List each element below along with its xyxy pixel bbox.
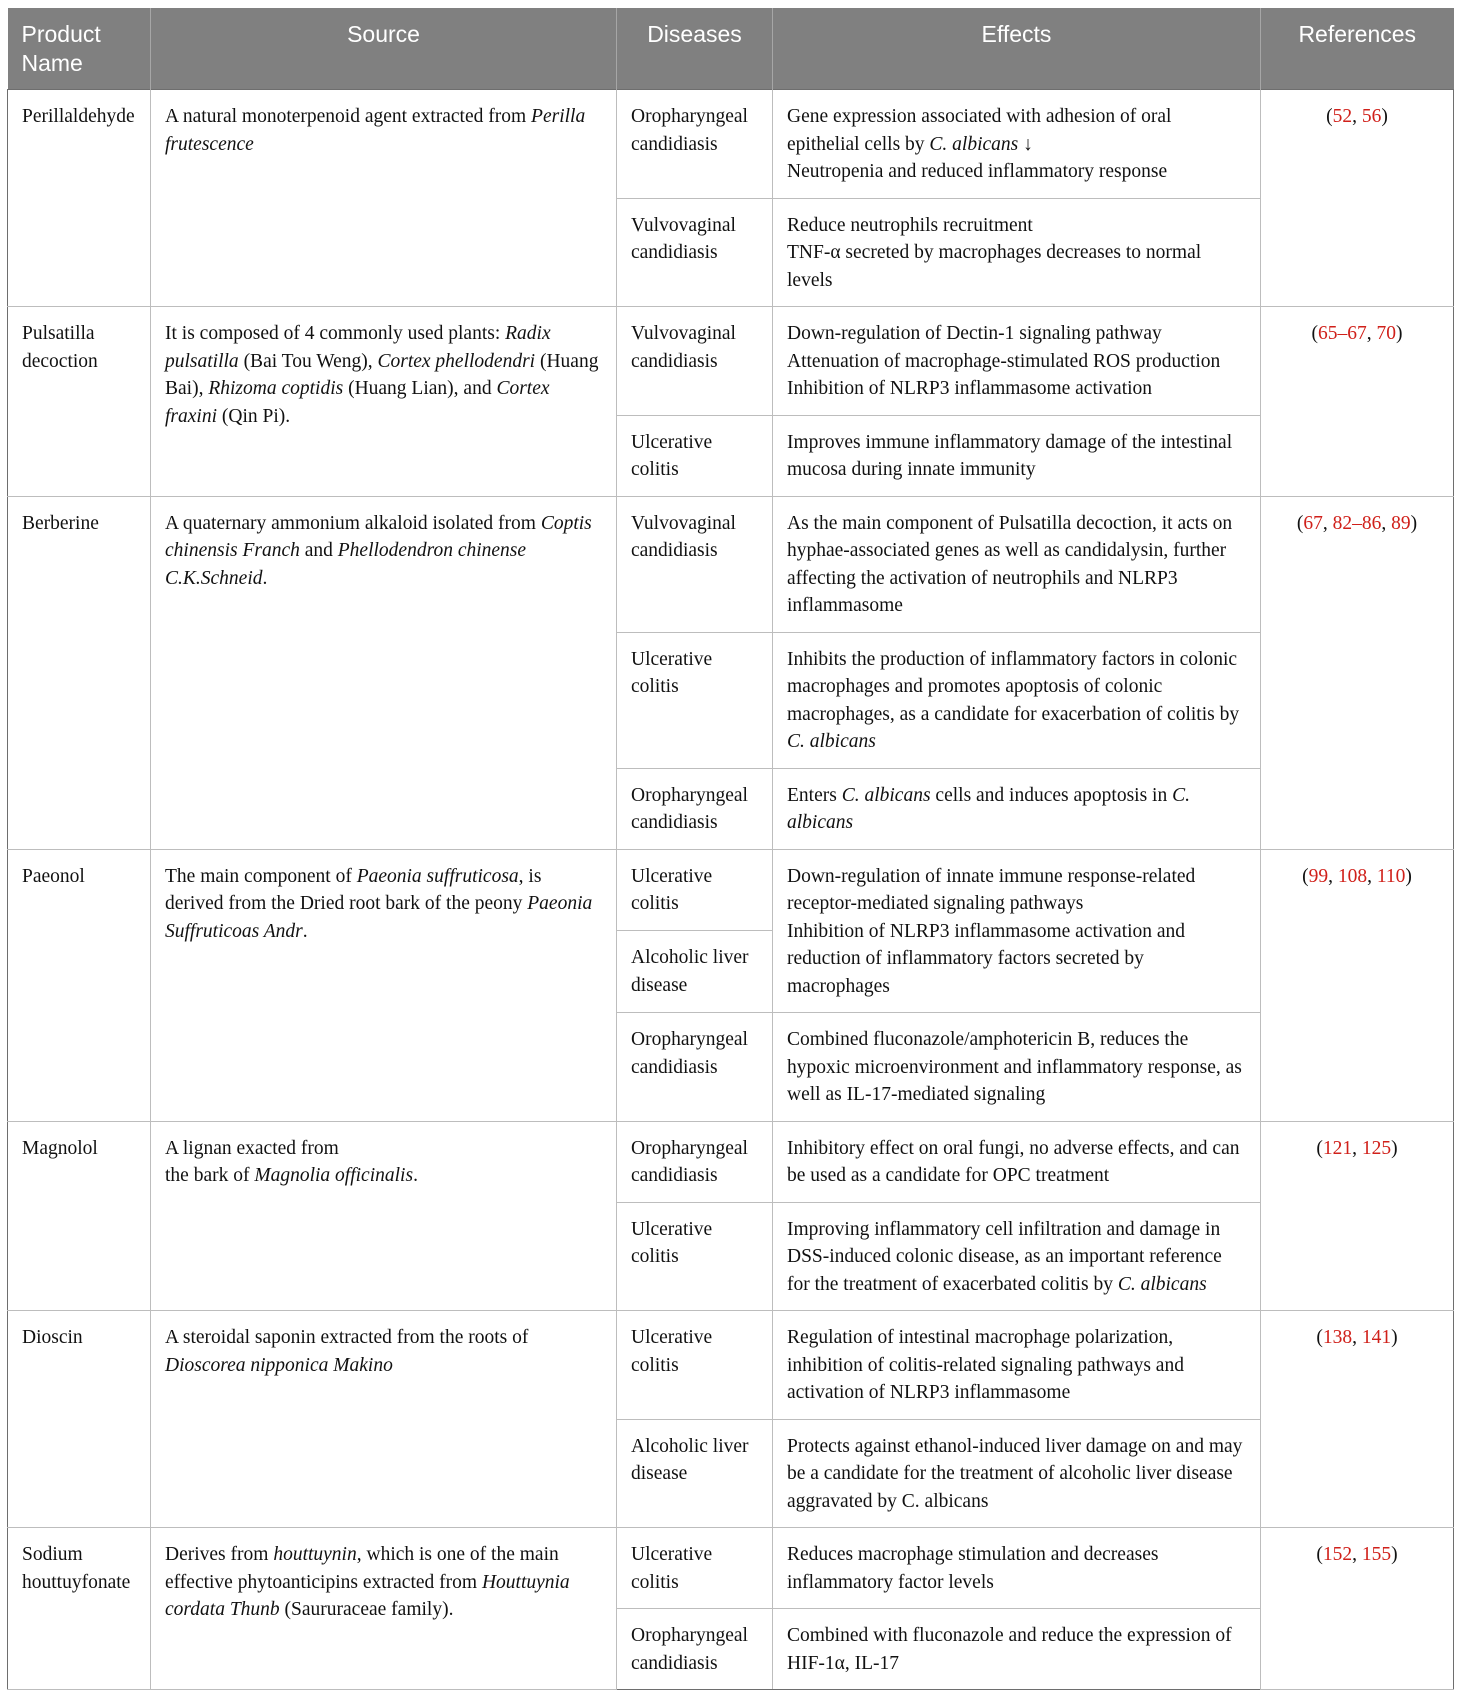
italic-run: C. albicans [929,133,1019,155]
references-cell [1261,90,1454,307]
text-run: (Huang Bai), [165,350,599,399]
effect-line [787,646,1246,756]
source-cell [151,1121,617,1311]
italic-run: Houttuynia cordata Thunb [165,1571,570,1620]
text-run: Neutropenia and reduced inflammatory response [787,161,1168,182]
effect-line [787,103,1246,158]
references-cell [1261,849,1454,1121]
source-cell [151,1528,617,1690]
disease-cell: Vulvovaginal candidiasis [617,496,773,632]
text-run: Down-regulation of Dectin-1 signaling pathway [787,323,1162,344]
references-cell [1261,496,1454,849]
product-name-cell: Berberine [8,496,151,849]
text-run: , [1367,865,1377,887]
reference-link[interactable]: 56 [1361,106,1382,127]
text-run: , [1352,106,1362,127]
text-run: Derives from [165,1544,274,1565]
source-cell [151,849,617,1121]
text-run: , [1352,1137,1362,1159]
italic-run: Dioscorea nipponica Makino [165,1354,393,1376]
header-row [8,8,1454,90]
text-run: ( [1316,1544,1323,1565]
reference-link[interactable]: 89 [1391,512,1411,534]
text-run: , which is one of the main effective phytoanticipins extracted from [165,1544,559,1593]
references-cell [1261,1121,1454,1311]
text-run: . [413,1165,418,1186]
disease-cell: Oropharyngeal candidiasis [617,1121,773,1202]
text-run: Enters [787,784,842,806]
product-name-cell: Pulsatilla decoction [8,307,151,497]
text-run: The main component of [165,865,357,887]
text-run: Inhibition of NLRP3 inflammasome activation [787,378,1153,399]
effect-line [787,1622,1246,1677]
text-run: Improves immune inflammatory damage of the intestinal mucosa during innate immunity [787,431,1233,480]
text-run: A natural monoterpenoid agent extracted from [165,106,532,127]
effects-cell [773,1528,1261,1609]
text-run: ) [1391,1544,1398,1565]
text-run: (Saururaceae family). [279,1599,454,1620]
text-run: Reduces macrophage stimulation and decreases inflammatory factor levels [787,1544,1159,1593]
table-row [8,307,1454,416]
italic-run: Paeonia suffruticosa [356,865,519,887]
table-row [8,496,1454,632]
text-run: ) [1405,865,1412,887]
text-run: Down-regulation of innate immune response-related receptor-mediated signaling pathways [787,865,1196,914]
effect-line [787,1216,1246,1299]
text-run: ( [1296,512,1304,534]
effects-cell [773,307,1261,416]
references-cell [1261,307,1454,497]
source-cell [151,1311,617,1528]
italic-run: Perilla frutescence [165,106,586,155]
effect-line [787,918,1246,1001]
effect-line [787,429,1246,484]
source-cell [151,90,617,307]
text-run: , is derived from the Dried root bark of the peony [165,865,542,914]
disease-cell: Oropharyngeal candidiasis [617,1609,773,1690]
text-run: , [1352,1544,1362,1565]
table-container [7,8,1453,1690]
product-name-cell: Magnolol [8,1121,151,1311]
text-run: ↓ [1018,133,1033,155]
reference-link[interactable]: 82–86 [1332,512,1382,534]
text-run: ( [1316,1327,1323,1348]
italic-run: houttuynin [273,1544,357,1565]
effect-line [787,782,1246,837]
text-run: Gene expression associated with adhesion of oral epithelial cells by [787,106,1172,155]
header-source: Source [151,8,617,90]
disease-cell: Ulcerative colitis [617,1202,773,1311]
text-run: , [1366,323,1377,344]
effects-cell [773,1013,1261,1122]
text-run: cells and induces apoptosis in [930,784,1173,806]
text-run: ) [1381,106,1388,127]
text-run: and [299,540,338,561]
disease-cell: Alcoholic liver disease [617,931,773,1013]
disease-cell: Ulcerative colitis [617,415,773,496]
text-run: A quaternary ammonium alkaloid isolated from [165,512,541,534]
reference-link[interactable]: 108 [1337,865,1368,887]
text-run: (Bai Tou Weng), [238,350,378,372]
reference-link[interactable]: 125 [1361,1137,1392,1159]
effect-line [787,320,1246,348]
text-run: ) [1396,323,1403,344]
effect-line [787,510,1246,620]
product-name-cell: Dioscin [8,1311,151,1528]
italic-run: C. albicans [787,731,876,752]
source-cell [151,307,617,497]
effects-cell [773,1121,1261,1202]
source-cell [151,496,617,849]
effect-line [787,1135,1246,1190]
text-run: Regulation of intestinal macrophage polarization, inhibition of colitis-related signaling pathways and activation of NLRP3 inflammasome [787,1327,1184,1403]
disease-cell: Alcoholic liver disease [617,1419,773,1528]
effects-cell [773,768,1261,849]
text-run: , [1322,512,1333,534]
text-run: TNF-α secreted by macrophages decreases to normal levels [787,242,1202,291]
text-run: ( [1311,323,1318,344]
italic-run: Rhizoma coptidis [208,378,344,399]
reference-link[interactable]: 65–67 [1318,323,1367,344]
effect-line [787,1324,1246,1407]
effect-line [787,1026,1246,1109]
italic-run: Coptis chinensis Franch [165,512,592,561]
header-references: References [1261,8,1454,90]
header-effects: Effects [773,8,1261,90]
table-row [8,1311,1454,1420]
references-cell [1261,1528,1454,1690]
disease-cell: Ulcerative colitis [617,632,773,768]
reference-link[interactable]: 67 [1303,512,1323,534]
effects-cell [773,1609,1261,1690]
disease-cell: Ulcerative colitis [617,1528,773,1609]
text-run: Reduce neutrophils recruitment [787,214,1033,236]
text-run: . [262,567,268,589]
text-run: , [1328,865,1338,887]
effect-line [787,863,1246,918]
disease-cell: Oropharyngeal candidiasis [617,1013,773,1122]
effects-cell [773,1202,1261,1311]
effect-line [787,1541,1246,1596]
reference-link[interactable]: 152 [1322,1544,1353,1565]
text-run: ( [1316,1137,1323,1159]
italic-run: C. albicans [1117,1273,1207,1295]
disease-cell: Vulvovaginal candidiasis [617,198,773,307]
text-run: Improving inflammatory cell infiltration and damage in DSS-induced colonic disease, as an important reference for the treatment of exacerbated colitis by [787,1218,1222,1295]
table-row [8,1528,1454,1609]
product-name-cell: Perillaldehyde [8,90,151,307]
effects-cell [773,1419,1261,1528]
text-run: ) [1391,1137,1398,1159]
text-run: Attenuation of macrophage-stimulated ROS production [787,350,1221,372]
effect-line [787,158,1246,186]
text-run: Protects against ethanol-induced liver damage on and may be a candidate for the treatment of alcoholic liver disease aggravated by C. albicans [787,1435,1243,1512]
text-run: Combined fluconazole/amphotericin B, reduces the hypoxic microenvironment and inflammatory response, as well as IL-17-mediated signaling [787,1029,1242,1105]
text-run: A steroidal saponin extracted from the roots of [165,1327,529,1348]
italic-run: Magnolia officinalis [254,1165,414,1186]
table-row [8,1121,1454,1202]
table-row [8,90,1454,199]
italic-run: Cortex phellodendri [377,350,536,372]
text-run: Inhibitory effect on oral fungi, no adverse effects, and can be used as a candidate for OPC treatment [787,1137,1240,1186]
text-run: Combined with fluconazole and reduce the expression of HIF-1α, IL-17 [787,1625,1232,1674]
italic-run: Paeonia Suffruticoas Andr [165,893,593,942]
effects-cell [773,632,1261,768]
italic-run: Cortex fraxini [165,378,550,427]
text-run: As the main component of Pulsatilla decoction, it acts on hyphae-associated genes as well as candidalysin, further affecting the activation of neutrophils and NLRP3 inflammasome [787,512,1233,616]
text-run: ) [1410,512,1418,534]
text-run: the bark of [165,1165,255,1186]
disease-cell: Oropharyngeal candidiasis [617,90,773,199]
product-name-cell: Paeonol [8,849,151,1121]
reference-link[interactable]: 99 [1308,865,1329,887]
effects-cell [773,496,1261,632]
disease-cell: Vulvovaginal candidiasis [617,307,773,416]
reference-link[interactable]: 155 [1361,1544,1392,1565]
text-run: (Huang Lian), and [343,378,497,399]
effects-cell [773,198,1261,307]
table-row [8,849,1454,931]
effects-cell [773,415,1261,496]
header-product-name: Product Name [8,8,151,90]
reference-link[interactable]: 110 [1376,865,1406,887]
italic-run: Radix pulsatilla [165,323,551,372]
text-run: (Qin Pi). [217,405,291,427]
text-run: ) [1391,1327,1398,1348]
effect-line [787,375,1246,403]
text-run: . [302,920,308,942]
reference-link[interactable]: 138 [1322,1327,1353,1348]
product-table [7,8,1454,1690]
header-diseases: Diseases [617,8,773,90]
text-run: , [1352,1327,1362,1348]
effect-line [787,1433,1246,1516]
reference-link[interactable]: 141 [1361,1327,1392,1348]
disease-cell: Oropharyngeal candidiasis [617,768,773,849]
reference-link[interactable]: 121 [1322,1137,1353,1159]
effect-line [787,348,1246,376]
disease-cell: Ulcerative colitis [617,849,773,931]
italic-run: C. albicans [787,784,1190,833]
reference-link[interactable]: 70 [1376,323,1396,344]
text-run: ( [1302,865,1309,887]
effects-cell [773,90,1261,199]
reference-link[interactable]: 52 [1332,106,1353,127]
effect-line [787,239,1246,294]
references-cell [1261,1311,1454,1528]
text-run: Inhibition of NLRP3 inflammasome activation and reduction of inflammatory factors secreted by macrophages [787,920,1186,997]
effects-cell [773,849,1261,1013]
italic-run: Phellodendron chinense C.K.Schneid [165,540,527,589]
text-run: , [1381,512,1392,534]
text-run: Inhibits the production of inflammatory factors in colonic macrophages and promotes apoptosis of colonic macrophages, as a candidate for exacerbation of colitis by [787,648,1240,725]
text-run: It is composed of 4 commonly used plants: [165,323,506,344]
text-run: A lignan exacted from [165,1137,339,1159]
table-body [8,90,1454,1690]
text-run: ( [1326,106,1333,127]
effects-cell [773,1311,1261,1420]
italic-run: C. albicans [841,784,931,806]
product-name-cell: Sodium houttuyfonate [8,1528,151,1690]
disease-cell: Ulcerative colitis [617,1311,773,1420]
effect-line [787,212,1246,240]
